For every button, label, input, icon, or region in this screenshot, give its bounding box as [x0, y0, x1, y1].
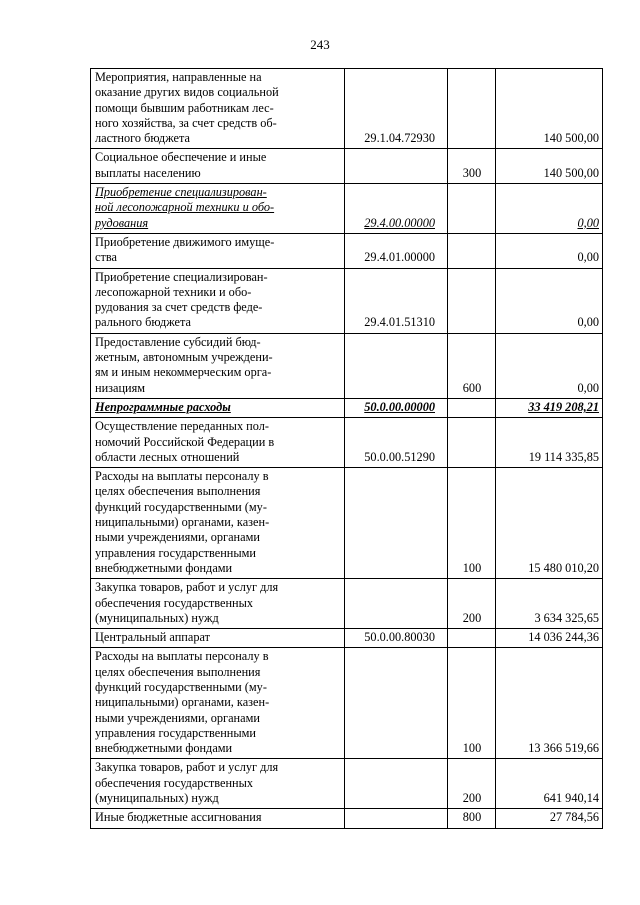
row-name-cell: Приобретение движимого имуще- ства: [91, 233, 345, 268]
row-expense-type-cell: 600: [448, 333, 496, 398]
table-row: [91, 809, 603, 828]
row-expense-type-cell: [448, 69, 496, 149]
row-code-cell: 50.0.00.80030: [345, 629, 448, 648]
table-row: [91, 629, 603, 648]
row-name-cell: Расходы на выплаты персоналу в целях обеспечения выполнения функций государственными (му- ниципальными) органами, казен- ными учреждениями, органами управления государственными внебюджетными фондами: [91, 468, 345, 579]
row-code-cell: [345, 333, 448, 398]
row-amount-cell: 13 366 519,66: [496, 648, 603, 759]
row-code-cell: [345, 759, 448, 809]
budget-table-body: [91, 69, 603, 829]
table-row: [91, 268, 603, 333]
row-name-cell: Непрограммные расходы: [91, 398, 345, 417]
table-row: [91, 468, 603, 579]
row-code-cell: 50.0.00.00000: [345, 398, 448, 417]
row-expense-type-cell: 100: [448, 648, 496, 759]
row-expense-type-cell: [448, 629, 496, 648]
row-code-cell: [345, 579, 448, 629]
row-name-cell: Мероприятия, направленные на оказание других видов социальной помощи бывшим работникам лес- ного хозяйства, за счет средств об- ластного бюджета: [91, 69, 345, 149]
row-expense-type-cell: [448, 233, 496, 268]
row-expense-type-cell: 200: [448, 579, 496, 629]
row-name-cell: Иные бюджетные ассигнования: [91, 809, 345, 828]
table-row: [91, 184, 603, 234]
row-name-cell: Предоставление субсидий бюд- жетным, автономным учреждени- ям и иным некоммерческим орга- низациям: [91, 333, 345, 398]
budget-table: [90, 68, 603, 829]
row-expense-type-cell: 100: [448, 468, 496, 579]
row-amount-cell: 19 114 335,85: [496, 418, 603, 468]
row-code-cell: [345, 468, 448, 579]
row-expense-type-cell: 300: [448, 149, 496, 184]
row-expense-type-cell: 800: [448, 809, 496, 828]
table-row: [91, 648, 603, 759]
table-row: [91, 579, 603, 629]
row-amount-cell: 15 480 010,20: [496, 468, 603, 579]
table-row: [91, 149, 603, 184]
row-code-cell: 29.1.04.72930: [345, 69, 448, 149]
table-row: [91, 418, 603, 468]
row-name-cell: Осуществление переданных пол- номочий Российской Федерации в области лесных отношений: [91, 418, 345, 468]
row-expense-type-cell: [448, 184, 496, 234]
row-amount-cell: 140 500,00: [496, 69, 603, 149]
table-row: [91, 398, 603, 417]
table-row: [91, 759, 603, 809]
row-code-cell: 29.4.00.00000: [345, 184, 448, 234]
row-name-cell: Закупка товаров, работ и услуг для обеспечения государственных (муниципальных) нужд: [91, 579, 345, 629]
row-name-cell: Приобретение специализирован- ной лесопожарной техники и обо- рудования: [91, 184, 345, 234]
row-code-cell: 29.4.01.00000: [345, 233, 448, 268]
row-expense-type-cell: 200: [448, 759, 496, 809]
row-expense-type-cell: [448, 268, 496, 333]
row-amount-cell: 3 634 325,65: [496, 579, 603, 629]
table-row: [91, 333, 603, 398]
row-amount-cell: 0,00: [496, 184, 603, 234]
row-amount-cell: 0,00: [496, 333, 603, 398]
row-amount-cell: 27 784,56: [496, 809, 603, 828]
row-amount-cell: 0,00: [496, 268, 603, 333]
row-name-cell: Центральный аппарат: [91, 629, 345, 648]
row-code-cell: [345, 149, 448, 184]
row-name-cell: Расходы на выплаты персоналу в целях обеспечения выполнения функций государственными (му- ниципальными) органами, казен- ными учреждениями, органами управления государственными внебюджетными фондами: [91, 648, 345, 759]
table-row: [91, 69, 603, 149]
table-row: [91, 233, 603, 268]
row-expense-type-cell: [448, 418, 496, 468]
row-code-cell: [345, 648, 448, 759]
row-name-cell: Закупка товаров, работ и услуг для обеспечения государственных (муниципальных) нужд: [91, 759, 345, 809]
row-code-cell: 29.4.01.51310: [345, 268, 448, 333]
row-name-cell: Приобретение специализирован- лесопожарной техники и обо- рудования за счет средств феде- рального бюджета: [91, 268, 345, 333]
row-code-cell: 50.0.00.51290: [345, 418, 448, 468]
row-amount-cell: 33 419 208,21: [496, 398, 603, 417]
page-number: 243: [310, 37, 330, 52]
row-amount-cell: 641 940,14: [496, 759, 603, 809]
row-name-cell: Социальное обеспечение и иные выплаты населению: [91, 149, 345, 184]
row-amount-cell: 0,00: [496, 233, 603, 268]
row-code-cell: [345, 809, 448, 828]
row-amount-cell: 140 500,00: [496, 149, 603, 184]
row-amount-cell: 14 036 244,36: [496, 629, 603, 648]
row-expense-type-cell: [448, 398, 496, 417]
